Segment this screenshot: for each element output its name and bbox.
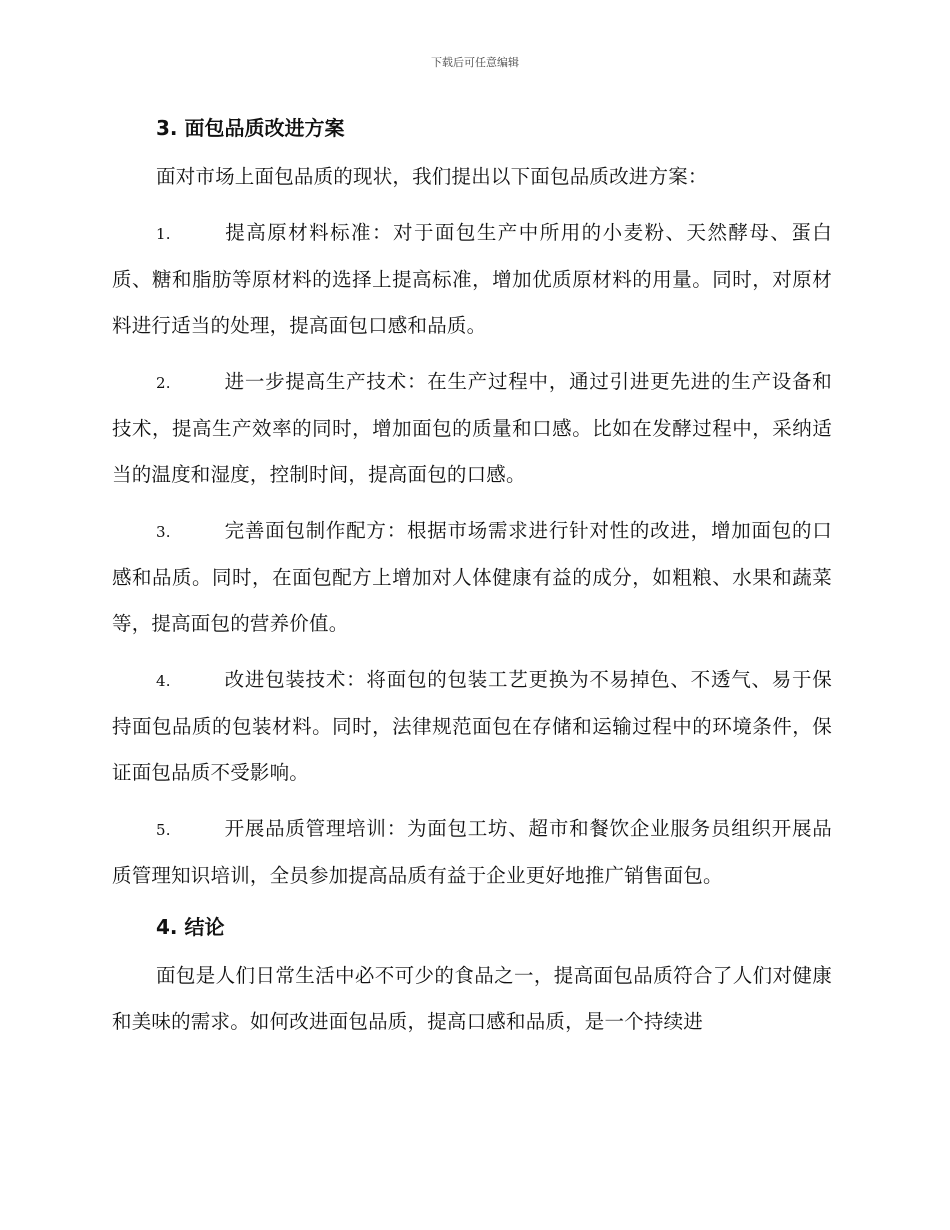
section-intro-paragraph: 面对市场上面包品质的现状，我们提出以下面包品质改进方案： [156, 165, 708, 188]
list-number: 2. [156, 374, 171, 392]
list-item-text: 进一步提高生产技术：在生产过程中，通过引进更先进的生产设备和技术，提高生产效率的同时，增加面包的质量和口感。比如在发酵过程中，采纳适当的温度和湿度，控制时间，提高面包的口感。 [112, 370, 832, 486]
list-item-4 [112, 657, 832, 796]
document-body [112, 112, 832, 1045]
list-number: 4. [156, 672, 171, 690]
list-number: 3. [156, 523, 171, 541]
list-item-5 [112, 806, 832, 899]
list-item-text: 开展品质管理培训：为面包工坊、超市和餐饮企业服务员组织开展品质管理知识培训，全员参加提高品质有益于企业更好地推广销售面包。 [112, 817, 832, 887]
section-heading-conclusion: 4. 结论 [156, 915, 225, 939]
list-item-2 [112, 359, 832, 498]
list-item-text: 完善面包制作配方：根据市场需求进行针对性的改进，增加面包的口感和品质。同时，在面包配方上增加对人体健康有益的成分，如粗粮、水果和蔬菜等，提高面包的营养价值。 [112, 519, 832, 635]
list-item-text: 提高原材料标准：对于面包生产中所用的小麦粉、天然酵母、蛋白质、糖和脂肪等原材料的选择上提高标准，增加优质原材料的用量。同时，对原材料进行适当的处理，提高面包口感和品质。 [112, 221, 832, 337]
list-item-text: 改进包装技术：将面包的包装工艺更换为不易掉色、不透气、易于保持面包品质的包装材料。同时，法律规范面包在存储和运输过程中的环境条件，保证面包品质不受影响。 [112, 668, 832, 784]
list-number: 1. [156, 225, 171, 243]
section-heading-improvement: 3. 面包品质改进方案 [156, 116, 345, 140]
conclusion-paragraph: 面包是人们日常生活中必不可少的食品之一，提高面包品质符合了人们对健康和美味的需求。如何改进面包品质，提高口感和品质，是一个持续进 [112, 964, 832, 1033]
list-item-1 [112, 210, 832, 349]
page-header-note: 下载后可任意编辑 [431, 56, 519, 69]
list-number: 5. [156, 821, 171, 839]
list-item-3 [112, 508, 832, 647]
